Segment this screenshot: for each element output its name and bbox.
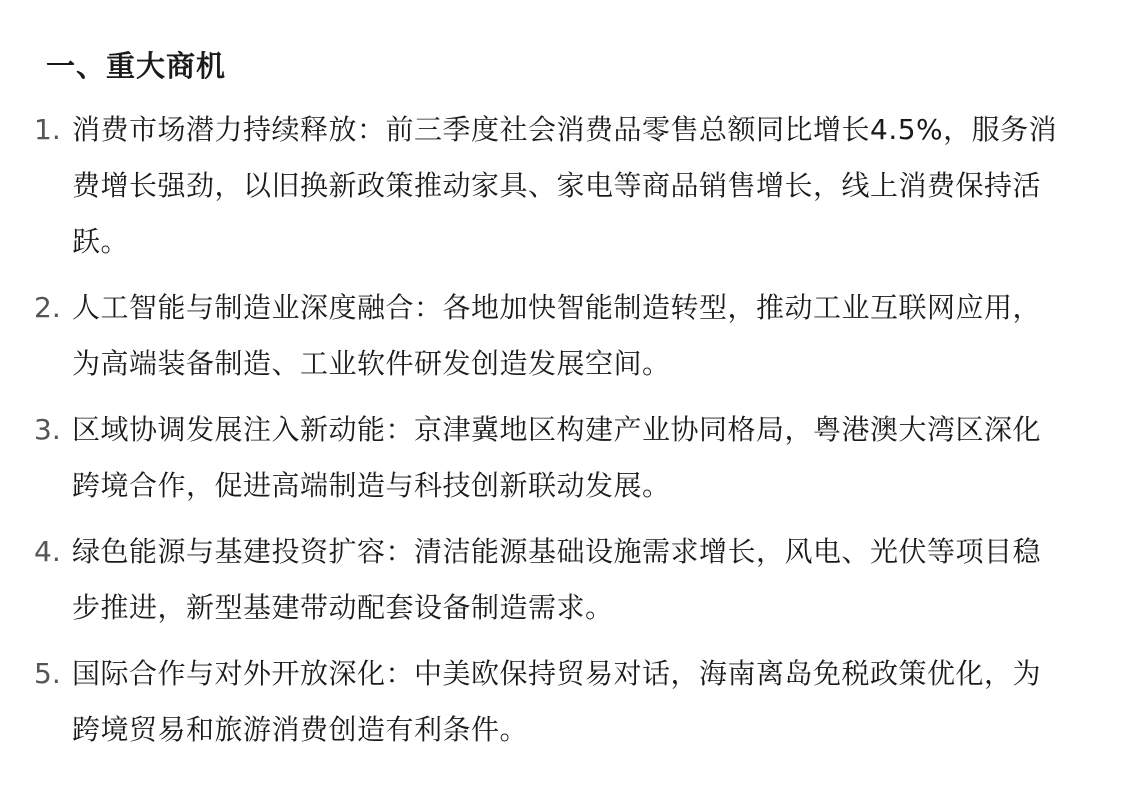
- list-item: [34, 402, 1076, 514]
- opportunity-list: [34, 102, 1076, 758]
- list-item: [34, 280, 1076, 392]
- section-title: 一、重大商机: [46, 49, 227, 83]
- list-item-number: 1.: [34, 113, 61, 146]
- list-item-text: 消费市场潜力持续释放：前三季度社会消费品零售总额同比增长4.5%，服务消费增长强劲，以旧换新政策推动家具、家电等商品销售增长，线上消费保持活跃。: [72, 113, 1058, 258]
- list-item-text: 绿色能源与基建投资扩容：清洁能源基础设施需求增长，风电、光伏等项目稳步推进，新型基建带动配套设备制造需求。: [72, 535, 1042, 624]
- list-item-text: 国际合作与对外开放深化：中美欧保持贸易对话，海南离岛免税政策优化，为跨境贸易和旅游消费创造有利条件。: [72, 657, 1042, 746]
- list-item: [34, 102, 1076, 270]
- list-item-text: 区域协调发展注入新动能：京津冀地区构建产业协同格局，粤港澳大湾区深化跨境合作，促进高端制造与科技创新联动发展。: [72, 413, 1042, 502]
- list-item: [34, 646, 1076, 758]
- list-item-number: 4.: [34, 535, 61, 568]
- list-item-number: 5.: [34, 657, 61, 690]
- list-item-number: 2.: [34, 291, 61, 324]
- list-item: [34, 524, 1076, 636]
- list-item-number: 3.: [34, 413, 61, 446]
- list-item-text: 人工智能与制造业深度融合：各地加快智能制造转型，推动工业互联网应用，为高端装备制造、工业软件研发创造发展空间。: [72, 291, 1042, 380]
